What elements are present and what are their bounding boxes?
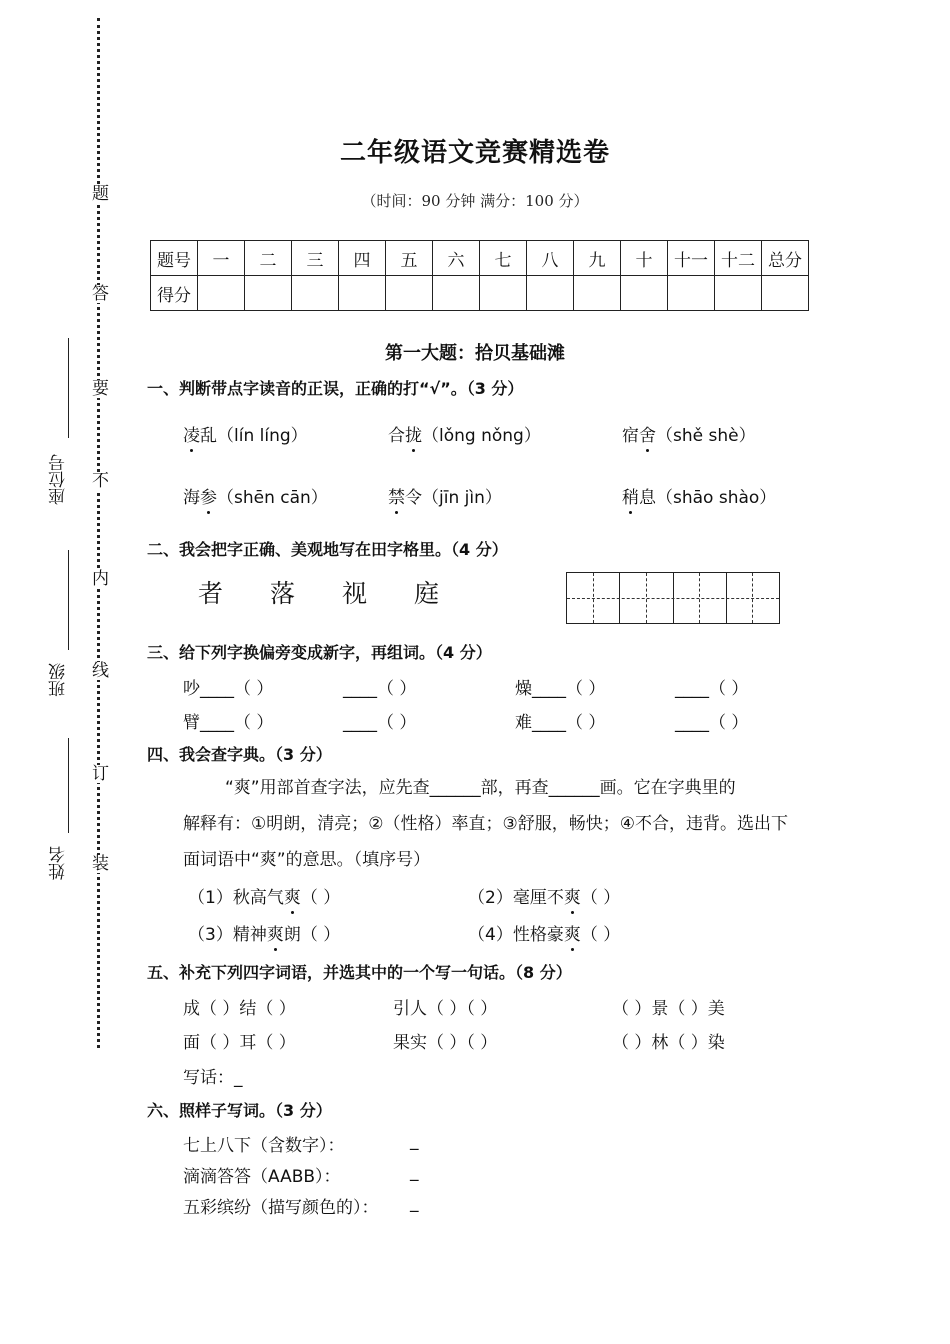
- question-4-title: 四、我会查字典。（3 分）: [147, 745, 332, 764]
- score-table-cell: 五: [386, 241, 433, 276]
- margin-char: 题: [92, 184, 109, 204]
- q6-prompt: 七上八下（含数字）：: [183, 1136, 345, 1156]
- q4-paragraph: “爽”用部首查字法，应先查______部，再查______画。它在字典里的: [225, 778, 736, 798]
- margin-char: 要: [92, 379, 109, 399]
- score-table-cell: 题号: [151, 241, 198, 276]
- q4-paragraph: 解释有：①明朗，清亮；②（性格）率直；③舒服，畅快；④不合，违背。选出下: [183, 814, 788, 834]
- name-blank[interactable]: [68, 738, 69, 833]
- question-6-title: 六、照样子写词。（3 分）: [147, 1101, 332, 1120]
- seat-number-label: 座位号: [49, 454, 69, 506]
- score-input-cell[interactable]: [762, 276, 809, 311]
- score-row-label: 得分: [151, 276, 198, 311]
- q4-item[interactable]: （2）毫厘不爽（ ）: [468, 883, 620, 908]
- q6-prompt: 五彩缤纷（描写颜色的）：: [183, 1198, 379, 1218]
- binding-dotted-line: [97, 18, 100, 1048]
- question-5-title: 五、补充下列四字词语，并选其中的一个写一句话。（8 分）: [147, 963, 572, 982]
- score-input-cell[interactable]: [480, 276, 527, 311]
- class-label: 班级: [49, 663, 69, 697]
- q3-blank[interactable]: 吵____（ ）: [183, 679, 274, 699]
- q3-blank[interactable]: 燥____（ ）: [515, 679, 606, 699]
- score-table-cell: 十一: [668, 241, 715, 276]
- q4-item[interactable]: （4）性格豪爽（ ）: [468, 920, 620, 945]
- score-table-cell: 九: [574, 241, 621, 276]
- question-2-title: 二、我会把字正确、美观地写在田字格里。（4 分）: [147, 540, 508, 559]
- margin-char: 线: [92, 661, 109, 681]
- q2-char: 落: [270, 579, 296, 608]
- score-input-cell[interactable]: [386, 276, 433, 311]
- score-table-cell: 十二: [715, 241, 762, 276]
- score-input-cell[interactable]: [668, 276, 715, 311]
- q6-prompt: 滴滴答答（AABB）：: [183, 1167, 341, 1187]
- q5-write-line[interactable]: 写话：_: [183, 1068, 243, 1088]
- q3-blank[interactable]: ____（ ）: [675, 679, 749, 699]
- q3-blank[interactable]: 难____（ ）: [515, 713, 606, 733]
- score-input-cell[interactable]: [245, 276, 292, 311]
- q4-paragraph: 面词语中“爽”的意思。（填序号）: [183, 850, 431, 870]
- page-title: 二年级语文竞赛精选卷: [339, 138, 610, 168]
- score-input-cell[interactable]: [715, 276, 762, 311]
- q1-item: 禁令（jīn jìn）: [388, 483, 502, 508]
- score-table: [150, 240, 809, 311]
- q1-item: 稍息（shāo shào）: [622, 483, 776, 508]
- margin-char: 订: [92, 764, 109, 784]
- tianzi-grid[interactable]: [566, 572, 780, 624]
- q1-item: 海参（shēn cān）: [183, 483, 328, 508]
- score-table-header-row: [151, 241, 809, 276]
- score-table-score-row: [151, 276, 809, 311]
- score-table-cell: 总分: [762, 241, 809, 276]
- margin-char: 不: [92, 471, 109, 491]
- q5-blank[interactable]: （ ）林（ ）染: [612, 1033, 725, 1053]
- q5-blank[interactable]: （ ）景（ ）美: [612, 999, 725, 1019]
- q6-blank[interactable]: _: [410, 1193, 419, 1213]
- question-1-title: 一、判断带点字读音的正误，正确的打“√”。（3 分）: [147, 379, 524, 398]
- q1-item: 凌乱（lín líng）: [183, 421, 308, 446]
- score-table-cell: 八: [527, 241, 574, 276]
- q5-blank[interactable]: 面（ ）耳（ ）: [183, 1033, 296, 1053]
- question-3-title: 三、给下列字换偏旁变成新字，再组词。（4 分）: [147, 643, 492, 662]
- q5-blank[interactable]: 引人（ ）（ ）: [393, 999, 498, 1019]
- margin-char: 内: [92, 569, 109, 589]
- q5-blank[interactable]: 果实（ ）（ ）: [393, 1033, 498, 1053]
- score-table-cell: 十: [621, 241, 668, 276]
- q2-char: 者: [198, 579, 224, 608]
- score-input-cell[interactable]: [292, 276, 339, 311]
- score-input-cell[interactable]: [433, 276, 480, 311]
- name-label: 姓名: [49, 846, 69, 880]
- score-input-cell[interactable]: [621, 276, 668, 311]
- score-input-cell[interactable]: [574, 276, 621, 311]
- q4-item[interactable]: （1）秋高气爽（ ）: [188, 883, 340, 908]
- section-title: 第一大题：拾贝基础滩: [385, 343, 565, 364]
- q3-blank[interactable]: ____（ ）: [343, 679, 417, 699]
- q6-blank[interactable]: _: [410, 1131, 419, 1151]
- q3-blank[interactable]: ____（ ）: [343, 713, 417, 733]
- score-input-cell[interactable]: [339, 276, 386, 311]
- margin-char: 装: [92, 854, 109, 874]
- score-table-cell: 一: [198, 241, 245, 276]
- score-table-cell: 三: [292, 241, 339, 276]
- score-input-cell[interactable]: [527, 276, 574, 311]
- score-table-cell: 七: [480, 241, 527, 276]
- exam-info: （时间：90 分钟 满分：100 分）: [361, 192, 589, 210]
- q6-blank[interactable]: _: [410, 1162, 419, 1182]
- margin-char: 答: [92, 284, 109, 304]
- class-blank[interactable]: [68, 550, 69, 650]
- score-input-cell[interactable]: [198, 276, 245, 311]
- q5-blank[interactable]: 成（ ）结（ ）: [183, 999, 296, 1019]
- q2-char: 视: [342, 579, 368, 608]
- q1-item: 宿舍（shě shè）: [622, 421, 756, 446]
- score-table-cell: 四: [339, 241, 386, 276]
- q2-char: 庭: [414, 579, 440, 608]
- q1-item: 合拢（lǒng nǒng）: [388, 421, 541, 446]
- q4-item[interactable]: （3）精神爽朗（ ）: [188, 920, 340, 945]
- q3-blank[interactable]: 臂____（ ）: [183, 713, 274, 733]
- q3-blank[interactable]: ____（ ）: [675, 713, 749, 733]
- score-table-cell: 二: [245, 241, 292, 276]
- score-table-cell: 六: [433, 241, 480, 276]
